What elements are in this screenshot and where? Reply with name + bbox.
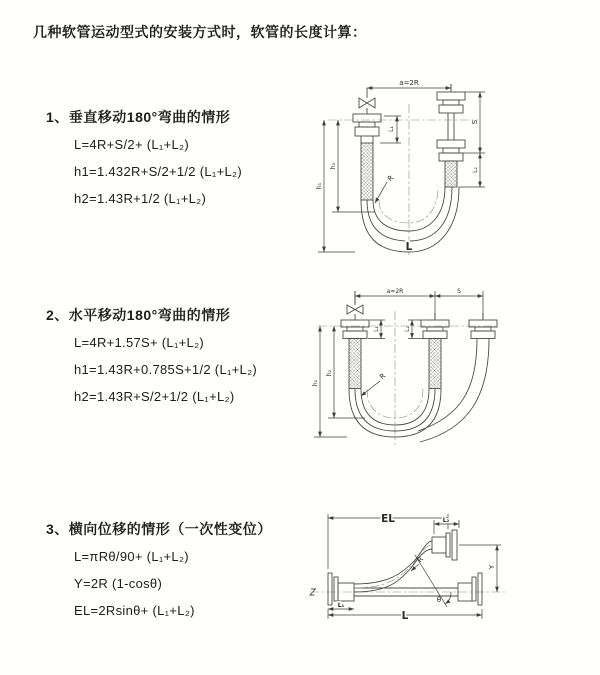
right-flange: [458, 573, 482, 605]
section-lateral-displacement: [46, 521, 272, 630]
dim-label-r: R: [378, 371, 388, 382]
formula-Y: Y=2R (1-cosθ): [74, 576, 163, 591]
section-1-heading: 1、垂直移动180°弯曲的情形: [46, 109, 231, 125]
dim-label-s: S: [471, 119, 479, 125]
section-vertical-180: [46, 109, 242, 218]
dim-label-r: R: [415, 555, 426, 565]
dim-label-h1: h₁: [316, 182, 323, 190]
formula-L: L=πRθ/90+ (L₁+L₂): [74, 549, 189, 564]
left-flange: [328, 573, 354, 605]
dim-label-a2r: a=2R: [386, 288, 404, 295]
dim-label-l1: L₁: [337, 602, 345, 609]
diagram-horizontal-180: [312, 283, 502, 455]
dim-label-l2: L₂: [404, 326, 411, 332]
left-fitting: [353, 114, 381, 200]
dim-label-h2: h₂: [326, 369, 333, 377]
dim-label-y: Y: [488, 564, 496, 570]
diagram-lateral-displacement: [308, 505, 508, 630]
formula-h2: h2=1.43R+1/2 (L₁+L₂): [74, 191, 207, 206]
formula-h1: h1=1.432R+S/2+1/2 (L₁+L₂): [74, 164, 242, 179]
diagram-vertical-180: [308, 76, 498, 258]
hose-bend: [349, 339, 489, 443]
upper-flange: [432, 530, 457, 560]
dim-label-r: R: [386, 173, 396, 184]
dim-label-theta: θ: [436, 596, 442, 604]
right-fitting: [437, 84, 465, 187]
dimension-lines: [314, 291, 483, 437]
page-title: 几种软管运动型式的安装方式时，软管的长度计算：: [33, 24, 367, 40]
dim-label-l: L: [401, 610, 409, 622]
dim-label-l2: L₂: [442, 517, 450, 524]
valve-icon: [359, 88, 375, 114]
dim-label-s: S: [457, 288, 461, 295]
dim-label-a2r: a=2R: [399, 79, 419, 87]
section-2-heading: 2、水平移动180°弯曲的情形: [46, 307, 231, 323]
dim-label-l1: L₁: [373, 326, 380, 332]
dimension-lines: [318, 84, 485, 252]
dim-label-l: L: [405, 241, 413, 253]
section-3-heading: 3、横向位移的情形（一次性变位）: [46, 521, 272, 537]
left-fitting: [341, 320, 369, 389]
formula-L: L=4R+S/2+ (L₁+L₂): [74, 137, 189, 152]
formula-L: L=4R+1.57S+ (L₁+L₂): [74, 335, 205, 350]
dim-label-l1: L₁: [388, 126, 395, 132]
dim-label-l2: L₂: [472, 167, 479, 173]
formula-h2: h2=1.43R+S/2+1/2 (L₁+L₂): [74, 389, 235, 404]
middle-fitting: [421, 313, 449, 389]
dimension-lines: [328, 514, 501, 619]
dim-label-el: EL: [381, 513, 395, 525]
dim-label-h1: h₁: [312, 379, 319, 387]
dim-label-h2: h₂: [330, 162, 337, 170]
hose-curved: [354, 541, 432, 592]
formula-h1: h1=1.43R+0.785S+1/2 (L₁+L₂): [74, 362, 258, 377]
formula-EL: EL=2Rsinθ+ (L₁+L₂): [74, 603, 195, 618]
section-horizontal-180: [46, 307, 257, 416]
